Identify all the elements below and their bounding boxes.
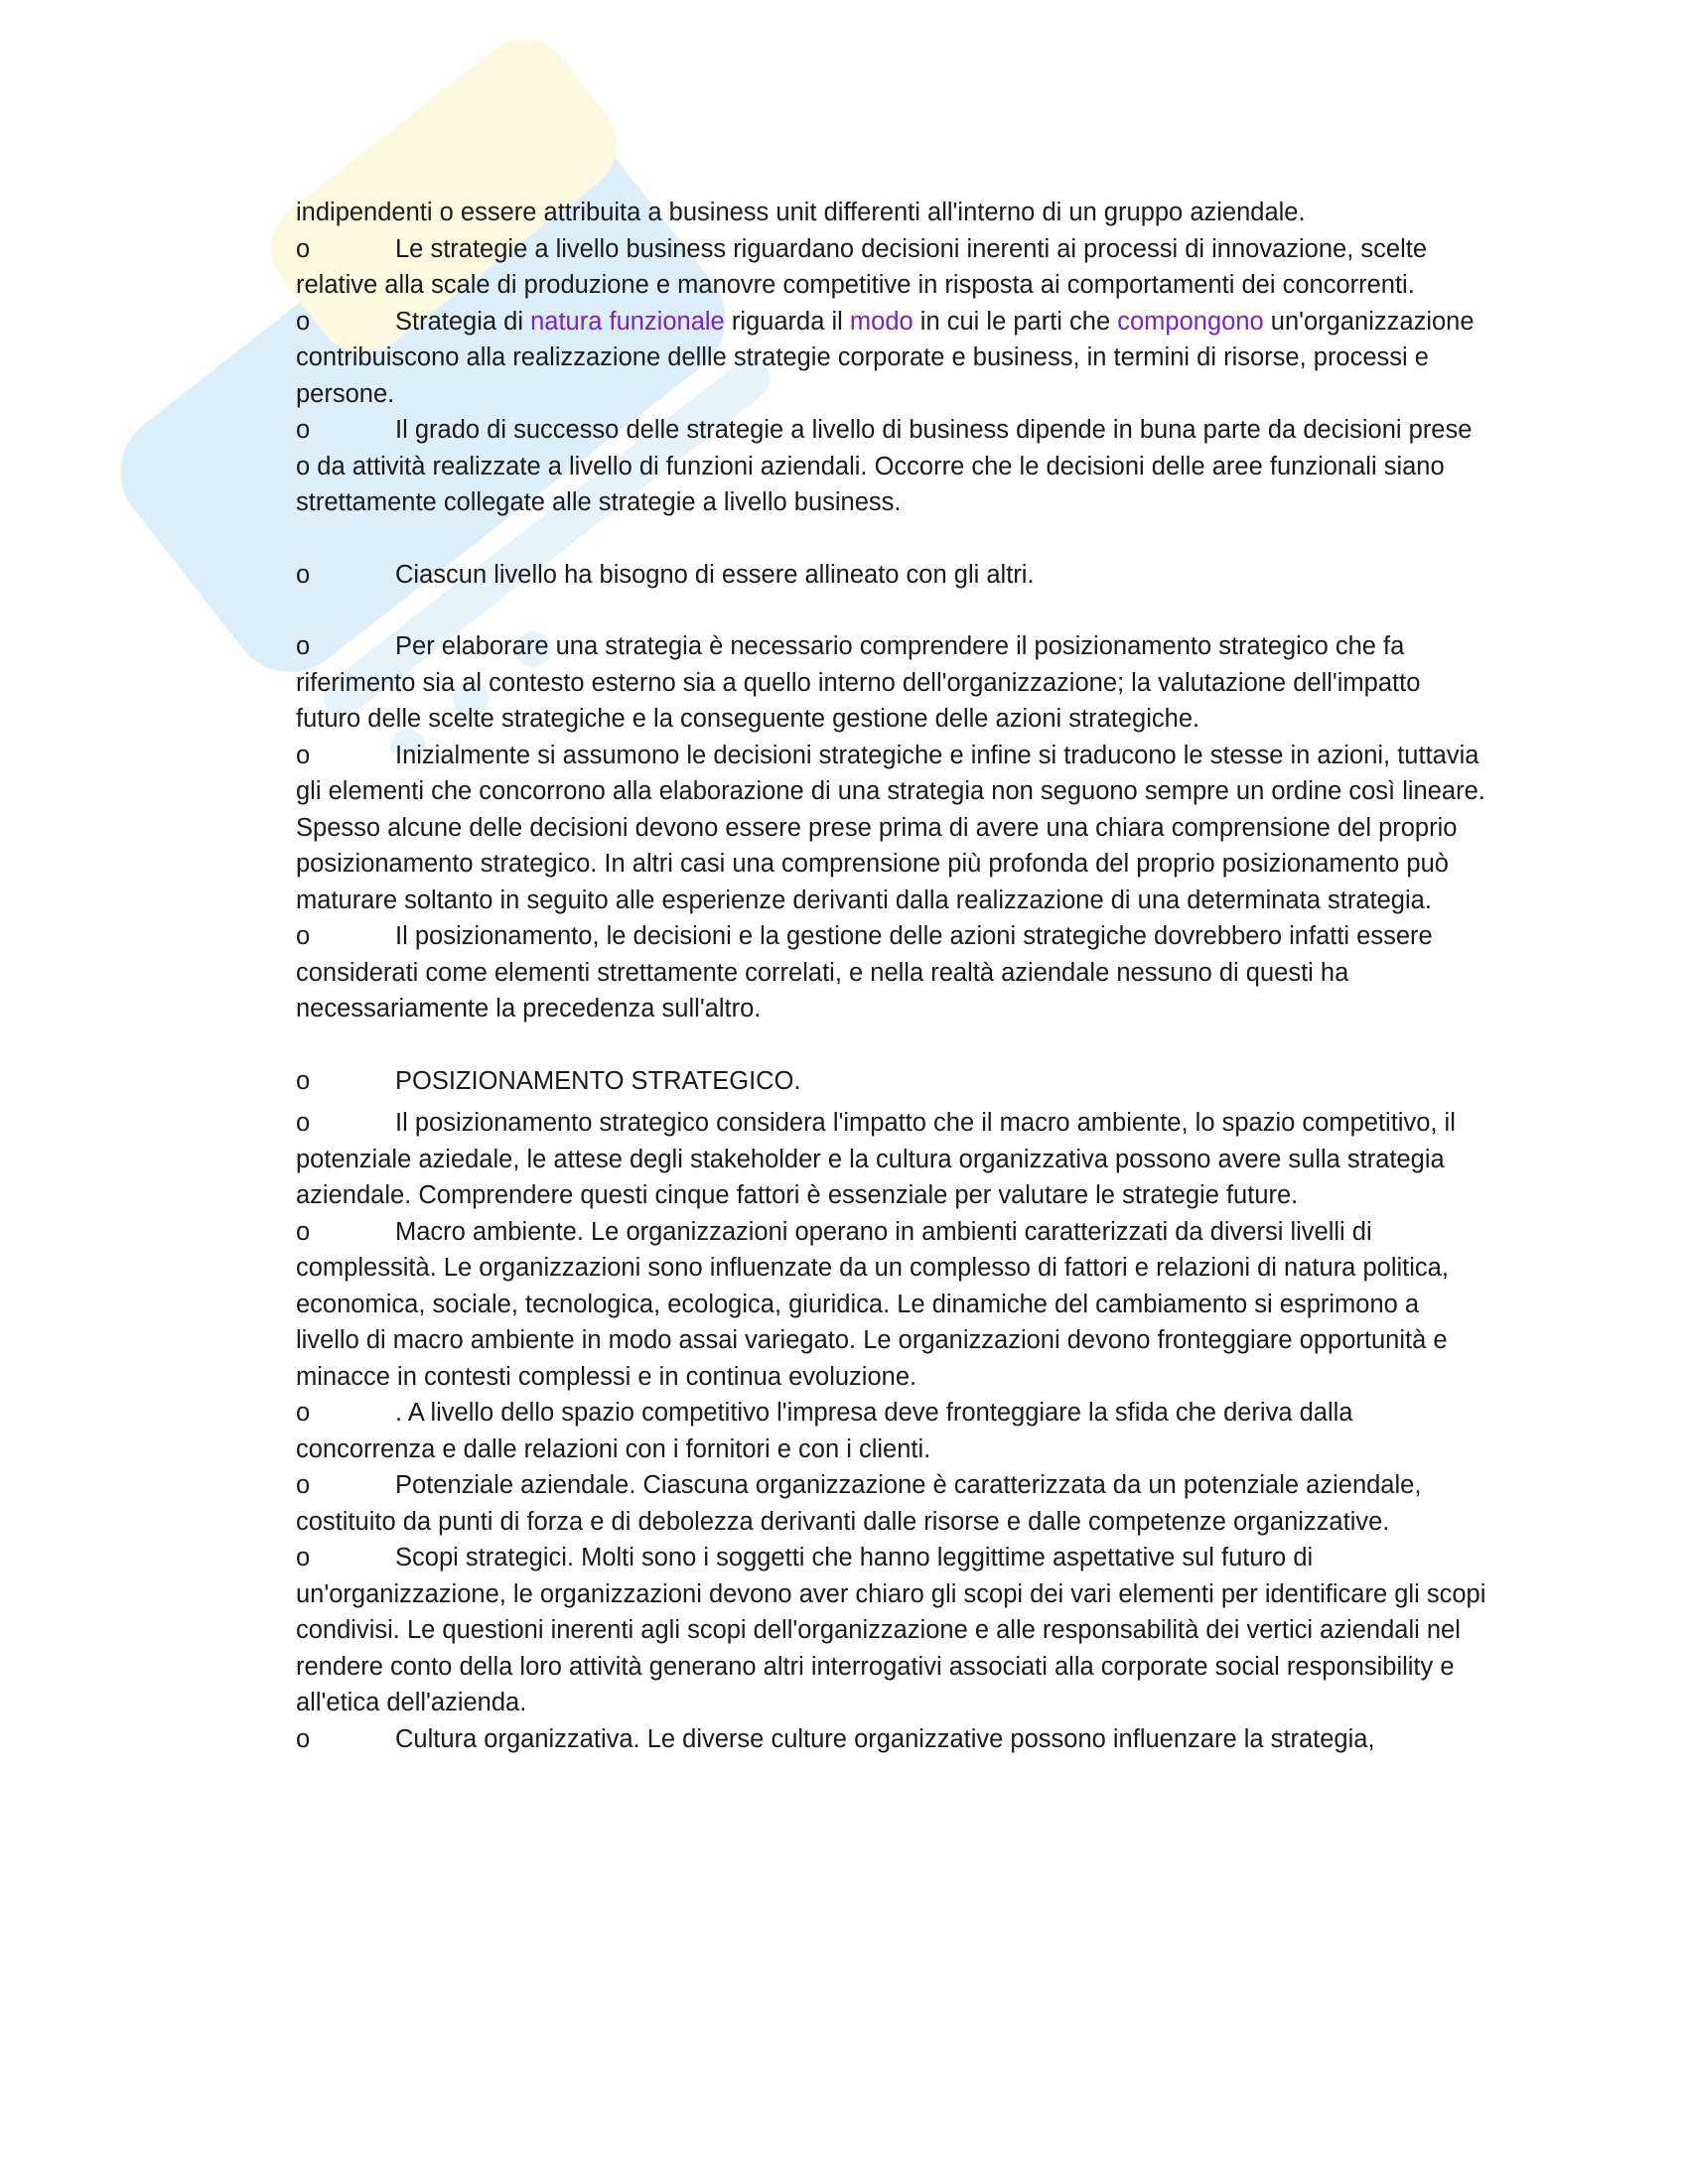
bullet-paragraph [296, 231, 1487, 304]
paragraph-text: Strategia di [395, 307, 531, 336]
bullet-paragraph [296, 1395, 1487, 1467]
bullet-paragraph [296, 304, 1487, 413]
paragraph-text: Il posizionamento, le decisioni e la gestione delle azioni strategiche dovrebbero infatti essere considerati come elementi strettamente correlati, e nella realtà aziendale nessuno di questi ha necessariamente la precedenza sull'altro. [296, 922, 1433, 1023]
bullet-paragraph [296, 1721, 1487, 1758]
bullet-marker: o [296, 1109, 311, 1137]
bullet-marker: o [296, 307, 311, 336]
highlighted-text: modo [849, 307, 914, 336]
paragraph-text: Inizialmente si assumono le decisioni strategiche e infine si traducono le stesse in azioni, tuttavia gli elementi che concorrono alla elaborazione di una strategia non seguono sempre un ordine così lineare. Spesso alcune delle decisioni devono essere prese prima di avere una chiara comprensione del proprio posizionamento strategico. In altri casi una comprensione più profonda del proprio posizionamento può maturare soltanto in seguito alle esperienze derivanti dalla realizzazione di una determinata strategia. [296, 741, 1485, 914]
paragraph [296, 195, 1487, 231]
bullet-marker: o [296, 234, 311, 263]
bullet-marker: o [296, 416, 311, 444]
bullet-paragraph [296, 918, 1487, 1027]
bullet-marker: o [296, 741, 311, 769]
bullet-paragraph [296, 628, 1487, 738]
paragraph-text: Ciascun livello ha bisogno di essere allineato con gli altri. [395, 560, 1035, 589]
bullet-marker: o [296, 922, 311, 950]
bullet-marker: o [296, 1066, 311, 1095]
paragraph-text: Il posizionamento strategico considera l'impatto che il macro ambiente, lo spazio competitivo, il potenziale aziedale, le attese degli stakeholder e la cultura organizzativa possono avere sulla strategia aziendale. Comprendere questi cinque fattori è essenziale per valutare le strategie future. [296, 1109, 1456, 1209]
paragraph-text: in cui le parti che [913, 307, 1118, 336]
paragraph-text: Cultura organizzativa. Le diverse culture organizzative possono influenzare la strategia, [395, 1724, 1375, 1753]
paragraph-text: Scopi strategici. Molti sono i soggetti che hanno leggittime aspettative sul futuro di un'organizzazione, le organizzazioni devono aver chiaro gli scopi dei vari elementi per identificare gli scopi condivisi. Le questioni inerenti agli scopi dell'organizzazione e alle responsabilità dei vertici aziendali nel rendere conto della loro attività generano altri interrogativi associati alla corporate social responsibility e all'etica dell'azienda. [296, 1544, 1486, 1716]
bullet-paragraph-heading [296, 1063, 1487, 1100]
paragraph-text: . A livello dello spazio competitivo l'impresa deve fronteggiare la sfida che deriva dalla concorrenza e dalle relazioni con i fornitori e con i clienti. [296, 1399, 1353, 1463]
highlighted-text: natura funzionale [530, 307, 725, 336]
bullet-marker: o [296, 1471, 311, 1499]
paragraph-text: Le strategie a livello business riguardano decisioni inerenti ai processi di innovazione, scelte relative alla scale di produzione e manovre competitive in risposta ai comportamenti dei concorrenti. [296, 234, 1428, 299]
section-heading: POSIZIONAMENTO STRATEGICO. [395, 1066, 801, 1095]
bullet-paragraph [296, 1105, 1487, 1214]
paragraph-text: riguarda il [724, 307, 850, 336]
paragraph-text: Per elaborare una strategia è necessario comprendere il posizionamento strategico che fa riferimento sia al contesto esterno sia a quello interno dell'organizzazione; la valutazione dell'impatto futuro delle scelte strategiche e la conseguente gestione delle azioni strategiche. [296, 632, 1421, 733]
bullet-paragraph [296, 1214, 1487, 1396]
bullet-marker: o [296, 632, 311, 660]
bullet-paragraph [296, 1467, 1487, 1540]
bullet-marker: o [296, 1724, 311, 1753]
bullet-marker: o [296, 1217, 311, 1246]
paragraph-text: Il grado di successo delle strategie a livello di business dipende in buna parte da decisioni prese o da attività realizzate a livello di funzioni aziendali. Occorre che le decisioni delle aree funzionali siano strettamente collegate alle strategie a livello business. [296, 416, 1473, 516]
paragraph-text: Potenziale aziendale. Ciascuna organizzazione è caratterizzata da un potenziale aziendale, costituito da punti di forza e di debolezza derivanti dalle risorse e dalle competenze organizzative. [296, 1471, 1422, 1536]
document-body [296, 195, 1487, 1757]
bullet-paragraph [296, 412, 1487, 521]
bullet-paragraph [296, 1540, 1487, 1721]
highlighted-text: compongono [1117, 307, 1264, 336]
paragraph-text: un'organizzazione contribuiscono alla realizzazione dellle strategie corporate e business, in termini di risorse, processi e persone. [296, 307, 1475, 408]
bullet-paragraph [296, 557, 1487, 594]
bullet-marker: o [296, 1399, 311, 1427]
bullet-marker: o [296, 1544, 311, 1571]
bullet-paragraph [296, 738, 1487, 919]
bullet-marker: o [296, 560, 311, 589]
paragraph-text: indipendenti o essere attribuita a business unit differenti all'interno di un gruppo aziendale. [296, 199, 1306, 226]
paragraph-text: Macro ambiente. Le organizzazioni operano in ambienti caratterizzati da diversi livelli di complessità. Le organizzazioni sono influenzate da un complesso di fattori e relazioni di natura politica, economica, sociale, tecnologica, ecologica, giuridica. Le dinamiche del cambiamento si esprimono a livello di macro ambiente in modo assai variegato. Le organizzazioni devono fronteggiare opportunità e minacce in contesti complessi e in continua evoluzione. [296, 1217, 1449, 1391]
